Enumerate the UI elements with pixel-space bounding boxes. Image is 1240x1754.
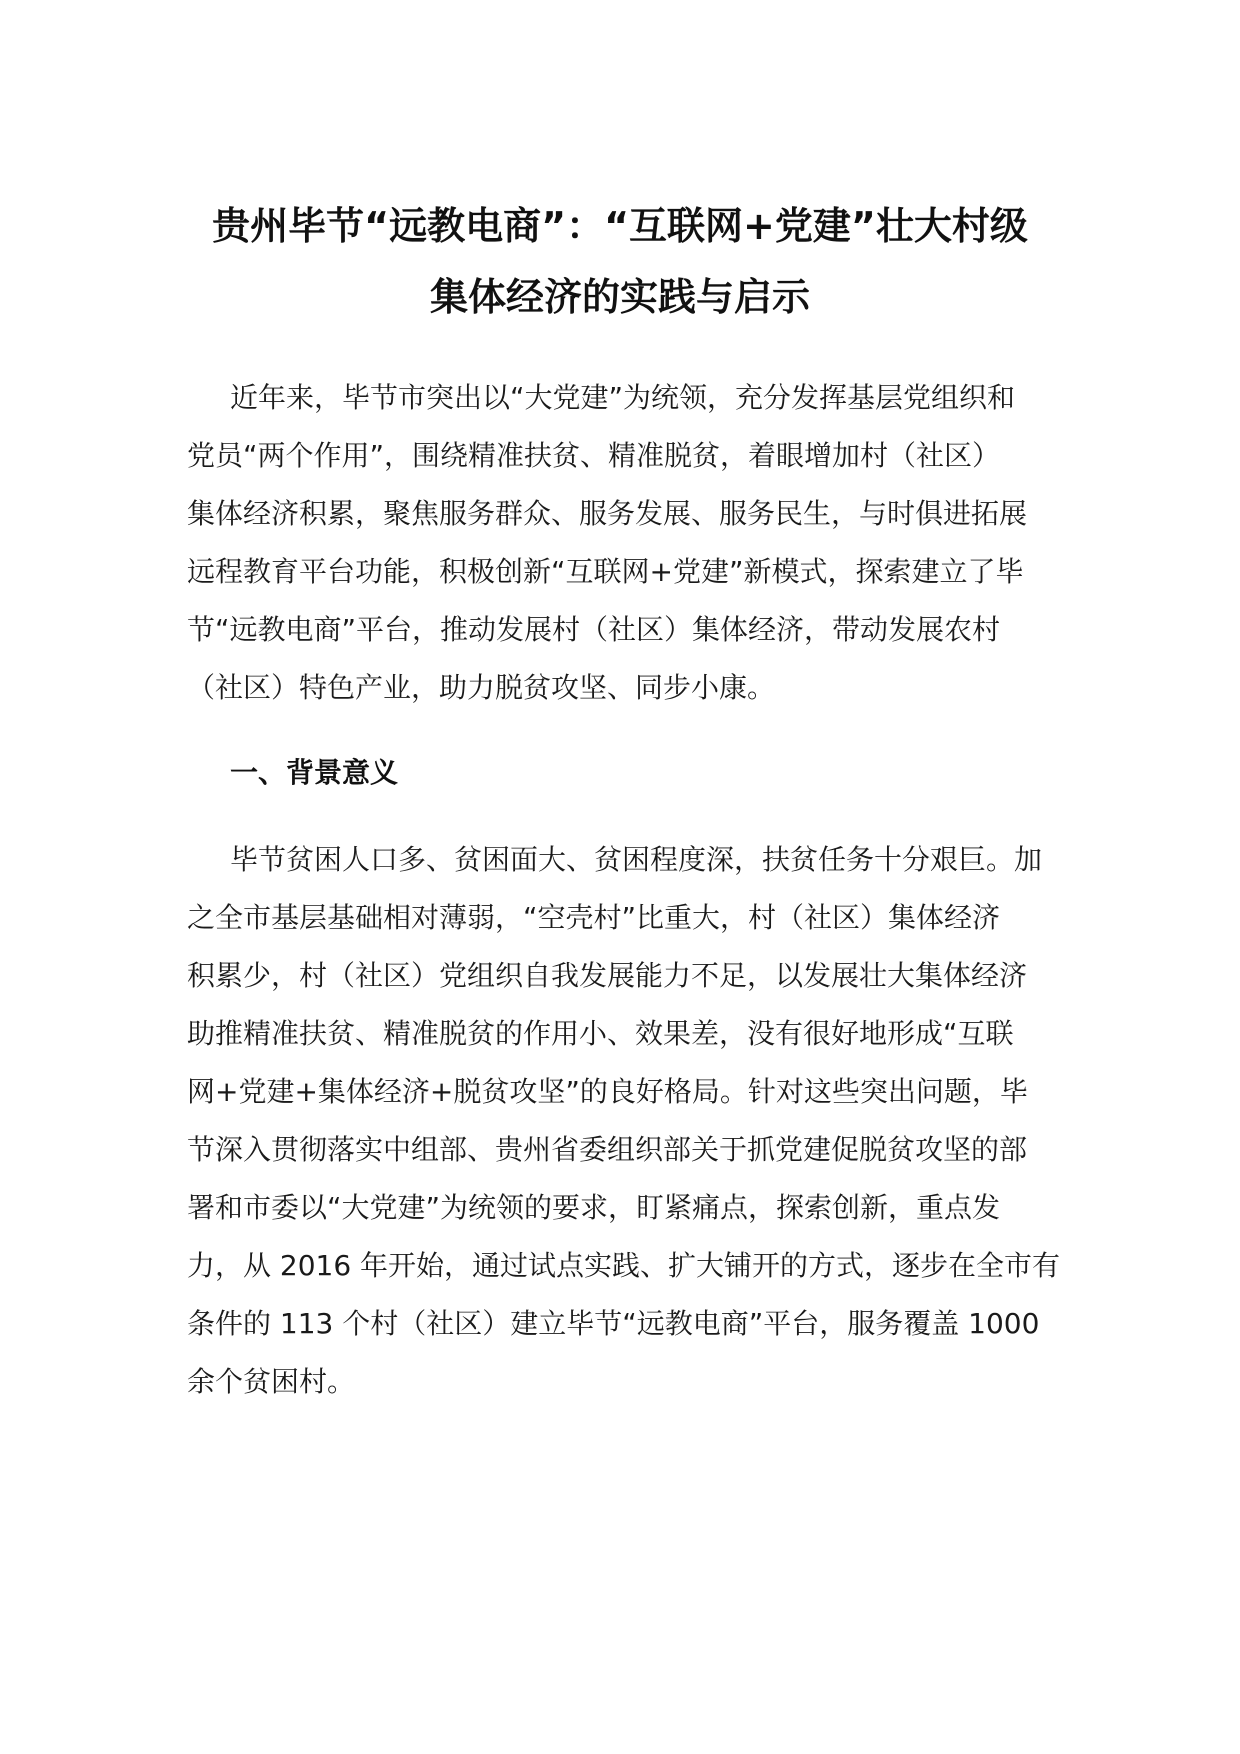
background-line-9: 条件的 113 个村（社区）建立毕节“远教电商”平台，服务覆盖 1000 — [187, 1307, 1040, 1340]
background-line-6: 节深入贯彻落实中组部、贵州省委组织部关于抓党建促脱贫攻坚的部 — [187, 1133, 1028, 1166]
section-heading-background: 一、背景意义 — [230, 756, 399, 789]
background-line-8: 力，从 2016 年开始，通过试点实践、扩大铺开的方式，逐步在全市有 — [187, 1249, 1061, 1282]
document-title-line-1: 贵州毕节“远教电商”：“互联网+党建”壮大村级 — [212, 204, 1028, 248]
background-line-1: 毕节贫困人口多、贫困面大、贫困程度深，扶贫任务十分艰巨。加 — [230, 843, 1043, 876]
intro-line-1: 近年来，毕节市突出以“大党建”为统领，充分发挥基层党组织和 — [230, 381, 1016, 414]
intro-line-3: 集体经济积累，聚焦服务群众、服务发展、服务民生，与时俱进拓展 — [187, 497, 1028, 530]
background-line-7: 署和市委以“大党建”为统领的要求，盯紧痛点，探索创新，重点发 — [187, 1191, 1001, 1224]
intro-line-2: 党员“两个作用”，围绕精准扶贫、精准脱贫，着眼增加村（社区） — [187, 439, 1001, 472]
background-line-2: 之全市基层基础相对薄弱，“空壳村”比重大，村（社区）集体经济 — [187, 901, 1001, 934]
document-title-line-2: 集体经济的实践与启示 — [429, 275, 810, 319]
background-line-5: 网+党建+集体经济+脱贫攻坚”的良好格局。针对这些突出问题，毕 — [187, 1075, 1028, 1108]
intro-line-5: 节“远教电商”平台，推动发展村（社区）集体经济，带动发展农村 — [187, 613, 1001, 646]
intro-line-4: 远程教育平台功能，积极创新“互联网+党建”新模式，探索建立了毕 — [187, 555, 1024, 588]
background-line-4: 助推精准扶贫、精准脱贫的作用小、效果差，没有很好地形成“互联 — [187, 1017, 1014, 1050]
intro-line-6: （社区）特色产业，助力脱贫攻坚、同步小康。 — [187, 671, 776, 704]
background-line-3: 积累少，村（社区）党组织自我发展能力不足，以发展壮大集体经济 — [187, 959, 1028, 992]
background-line-10: 余个贫困村。 — [187, 1365, 356, 1398]
